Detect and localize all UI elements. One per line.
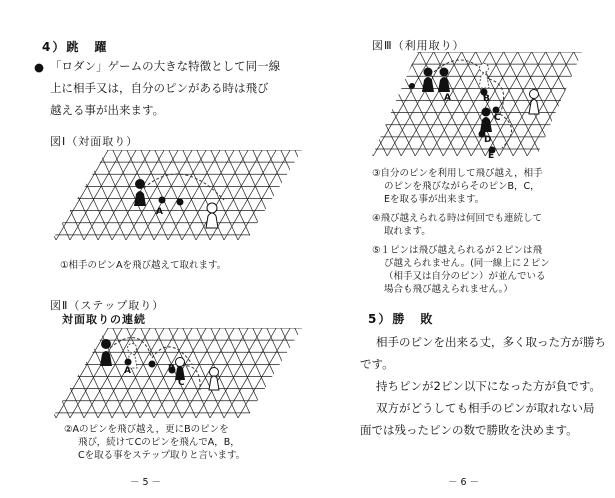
jump-arc <box>144 174 224 200</box>
grid-line <box>303 52 363 156</box>
grid-line <box>267 150 308 240</box>
grid-line <box>323 150 364 240</box>
grid-line <box>141 328 182 418</box>
black-pin-1 <box>422 68 434 93</box>
result-line-5: 面では残ったピンの数で勝敗を決めます。 <box>360 423 578 437</box>
label-e: E <box>488 151 495 161</box>
grid-line <box>113 150 154 240</box>
result-line-3: 持ちピンが2ピン以下になった方が負です。 <box>376 379 601 393</box>
grid-line <box>169 328 210 418</box>
grid-line <box>266 328 318 418</box>
grid-line <box>560 52 611 156</box>
grid-line <box>0 328 28 418</box>
grid-line <box>15 150 56 240</box>
label-c: C <box>178 378 185 388</box>
grid-line <box>28 150 80 240</box>
grid-line <box>42 328 94 418</box>
grid-line <box>309 150 350 240</box>
grid-line <box>583 52 615 156</box>
note-3-line-1: ③自分のピンを利用して飛び越え，相手 <box>372 168 543 179</box>
label-c: C <box>494 113 501 123</box>
note-5-line-3: （相手又は自分のピン）が並んでいる <box>384 271 546 282</box>
grid-line <box>99 150 140 240</box>
grid-line <box>350 52 401 156</box>
grid-line <box>294 328 346 418</box>
grid-line <box>253 150 294 240</box>
grid-line <box>309 328 350 418</box>
grid-line <box>0 328 52 418</box>
note-3-line-2: のピンを飛びながらそのピンB，C， <box>384 181 540 192</box>
grid-line <box>0 150 10 240</box>
grid-line <box>127 150 168 240</box>
grid-line <box>0 150 52 240</box>
grid-line <box>57 328 98 418</box>
black-pin-3 <box>480 108 492 133</box>
figure-2-note-3: Cを取る事をステップ取りと言います。 <box>78 450 246 461</box>
grid-line <box>239 328 280 418</box>
grid-line <box>281 150 322 240</box>
grid-line <box>42 150 94 240</box>
grid-line <box>597 52 615 156</box>
label-d: D <box>484 135 492 145</box>
note-4-line-2: 取れます。 <box>384 226 431 237</box>
grid-line <box>29 328 70 418</box>
grid-line <box>0 150 24 240</box>
grid-line <box>14 328 66 418</box>
grid-line <box>280 150 332 240</box>
grid-line <box>336 150 388 240</box>
grid-line <box>275 52 335 156</box>
page-number-5: － 5 － <box>130 477 162 488</box>
grid-line <box>0 328 24 418</box>
grid-line <box>317 52 377 156</box>
grid-line <box>448 52 499 156</box>
grid-line <box>155 150 196 240</box>
grid-line <box>0 150 28 240</box>
grid-line <box>127 328 168 418</box>
bullet: ● <box>34 60 45 74</box>
grid-line <box>85 150 126 240</box>
grid-line <box>295 328 336 418</box>
result-line-2: です。 <box>360 357 394 371</box>
note-3-line-3: Eを取る事が出来ます。 <box>384 194 485 205</box>
grid-line <box>29 150 70 240</box>
grid-line <box>0 328 10 418</box>
section-heading-jump: 4）跳 躍 <box>42 40 109 54</box>
grid-line <box>294 150 346 240</box>
grid-line <box>569 52 615 156</box>
grid-line <box>611 52 615 156</box>
grid-line <box>1 150 42 240</box>
black-pin <box>134 179 146 206</box>
label-a: A <box>156 207 163 217</box>
grid-line <box>0 328 38 418</box>
dot <box>177 199 184 206</box>
grid-line <box>43 328 84 418</box>
grid-line <box>406 52 457 156</box>
grid-line <box>308 150 360 240</box>
paragraph-line-2: 上に相手又は，自分のピンがある時は飛び <box>50 81 269 95</box>
grid-line <box>225 328 266 418</box>
grid-line <box>169 150 210 240</box>
note-5-line-2: び越えられません。(同一線上に２ピン <box>384 258 550 269</box>
grid-line <box>337 150 378 240</box>
note-5-line-1: ⑤１ピンは飛び越えられるが２ピンは飛 <box>372 245 543 256</box>
figure-2-caption: 図Ⅱ（ステップ取り） <box>50 299 165 312</box>
grid-line <box>281 328 322 418</box>
page-number-6: － 6 － <box>448 477 480 488</box>
figure-2-board <box>52 328 302 420</box>
grid-line <box>336 52 387 156</box>
grid-line <box>295 150 336 240</box>
grid-line <box>504 52 555 156</box>
grid-line <box>28 328 80 418</box>
grid-line <box>322 150 374 240</box>
figure-1-note: ①相手のピンAを飛び越えて取れます。 <box>60 260 227 271</box>
grid-line <box>266 150 318 240</box>
grid-line <box>57 150 98 240</box>
grid-line <box>1 328 42 418</box>
black-pin-2 <box>438 68 450 93</box>
grid-line <box>252 150 304 240</box>
grid-line <box>267 328 308 418</box>
dot-a <box>125 359 132 366</box>
grid-line <box>280 328 332 418</box>
grid-line <box>0 328 14 418</box>
grid-line <box>308 328 360 418</box>
dot <box>409 83 415 89</box>
grid-line <box>294 52 345 156</box>
label-a: A <box>444 93 451 103</box>
grid-line <box>364 52 415 156</box>
grid-line <box>14 150 66 240</box>
label-b: B <box>483 94 490 104</box>
section-heading-result: 5）勝 敗 <box>368 312 435 326</box>
grid-line <box>574 52 615 156</box>
note-5-line-4: 場合も飛び越えられません。） <box>384 284 513 295</box>
figure-3-caption: 図Ⅲ（利用取り） <box>372 39 465 52</box>
paragraph-line-3: 越える事が出来ます。 <box>50 103 165 117</box>
grid-line <box>0 150 38 240</box>
grid-line <box>43 150 84 240</box>
white-pin <box>209 368 219 391</box>
grid-line <box>518 52 569 156</box>
grid-line <box>289 52 349 156</box>
label-a: A <box>124 366 131 376</box>
grid-line <box>378 52 429 156</box>
result-line-4: 双方がどうしても相手のピンが取れない局 <box>376 401 595 415</box>
grid-line <box>322 52 373 156</box>
figure-1-caption: 図Ⅰ（対面取り） <box>50 135 139 148</box>
dot-a <box>159 197 166 204</box>
grid-line <box>322 328 374 418</box>
grid-line <box>546 52 597 156</box>
grid-line <box>392 52 443 156</box>
grid-line <box>155 328 196 418</box>
grid-line <box>532 52 583 156</box>
grid-line <box>239 150 280 240</box>
white-pin <box>206 203 218 228</box>
figure-1-board <box>52 150 302 242</box>
grid-line <box>71 150 112 240</box>
grid-line <box>323 328 364 418</box>
jump-arc-3 <box>500 114 512 148</box>
paragraph-line-1: 「ロダン」ゲームの大きな特徴として同一線 <box>50 59 281 73</box>
grid-line <box>141 150 182 240</box>
grid-line <box>337 328 378 418</box>
grid-line <box>280 52 331 156</box>
grid-line <box>434 52 485 156</box>
grid-line <box>602 52 615 156</box>
note-4-line-1: ④飛び越えられる時は何回でも連続して <box>372 213 543 224</box>
figure-2-note-2: 飛び，続けてCのピンを飛んでA，B， <box>78 437 240 448</box>
grid-line <box>252 328 304 418</box>
figure-3-board <box>372 52 582 161</box>
grid-line <box>15 328 56 418</box>
grid-line <box>588 52 615 156</box>
figure-2-subtitle: 対面取りの連続 <box>62 313 146 326</box>
jump-arc-2 <box>152 347 192 364</box>
dot-b <box>149 361 156 368</box>
grid-line <box>0 150 14 240</box>
figure-2-note-1: ②Aのピンを飛び越え，更にBのピンを <box>64 424 229 435</box>
grid-line <box>308 52 359 156</box>
grid-line <box>225 150 266 240</box>
result-line-1: 相手のピンを出来る丈，多く取った方が勝ち <box>376 335 606 349</box>
grid-line <box>253 328 294 418</box>
black-pin-step <box>175 358 185 381</box>
label-b: B <box>168 364 175 374</box>
